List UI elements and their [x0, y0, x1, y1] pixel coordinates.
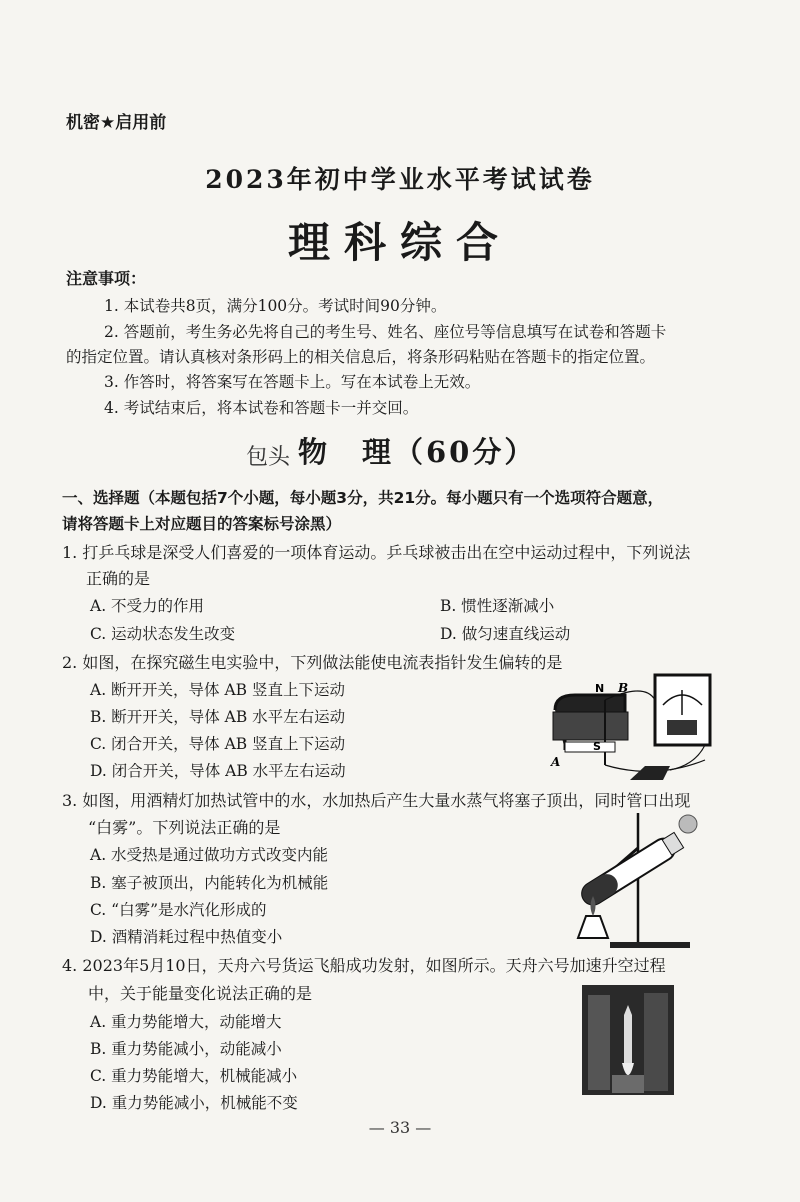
- magnet-base: [565, 742, 615, 752]
- option-d: D. 做匀速直线运动: [440, 625, 571, 643]
- option-d: D. 重力势能减小，机械能不变: [90, 1094, 298, 1112]
- label-a: A: [551, 755, 561, 769]
- option-d: D. 闭合开关，导体 AB 水平左右运动: [90, 762, 346, 780]
- option-a: A. 不受力的作用: [90, 597, 205, 615]
- question-3-stem: “白雾”。下列说法正确的是: [88, 818, 281, 837]
- option-a: A. 水受热是通过做功方式改变内能: [90, 846, 329, 864]
- option-c: C. 重力势能增大，机械能减小: [90, 1067, 298, 1085]
- page-number: — 33 —: [368, 1118, 432, 1137]
- magnet-circuit-figure: [545, 670, 730, 790]
- question-4-stem: 中，关于能量变化说法正确的是: [88, 984, 313, 1003]
- subject-title: 理科综合: [287, 218, 512, 267]
- option-c: C. 运动状态发生改变: [90, 625, 236, 643]
- question-2-stem: 2. 如图，在探究磁生电实验中，下列做法能使电流表指针发生偏转的是: [62, 653, 563, 672]
- option-a: A. 重力势能增大，动能增大: [90, 1013, 282, 1031]
- option-c: C. 闭合开关，导体 AB 竖直上下运动: [90, 735, 346, 753]
- option-b: B. 塞子被顶出，内能转化为机械能: [90, 874, 329, 892]
- switch: [630, 766, 670, 780]
- magnet-body: [553, 712, 628, 740]
- exam-title: 2023年初中学业水平考试试卷: [205, 165, 595, 194]
- note-line: 1. 本试卷共8页，满分100分。考试时间90分钟。: [104, 297, 447, 315]
- alcohol-lamp: [578, 916, 608, 938]
- part1-instructions: 请将答题卡上对应题目的答案标号涂黑）: [62, 515, 342, 533]
- note-line: 4. 考试结束后，将本试卷和答题卡一并交回。: [104, 399, 419, 417]
- option-b: B. 重力势能减小，动能减小: [90, 1040, 282, 1058]
- option-b: B. 惯性逐渐减小: [440, 597, 555, 615]
- option-d: D. 酒精消耗过程中热值变小: [90, 928, 283, 946]
- question-1-stem: 1. 打乒乓球是深受人们喜爱的一项体育运动。乒乓球被击出在空中运动过程中，下列说法: [62, 543, 691, 562]
- test-tube-heating-figure: [560, 808, 700, 953]
- physics-heading: 物 理（60分）: [298, 435, 537, 469]
- note-line: 3. 作答时，将答案写在答题卡上。写在本试卷上无效。: [104, 373, 481, 391]
- launch-tower: [588, 995, 610, 1090]
- option-b: B. 断开开关，导体 AB 水平左右运动: [90, 708, 346, 726]
- label-b: B: [618, 681, 629, 695]
- handwritten-annotation: 包头: [246, 445, 291, 470]
- question-3-stem: 3. 如图，用酒精灯加热试管中的水，水加热后产生大量水蒸气将塞子顶出，同时管口出现: [62, 791, 691, 810]
- stand-base: [610, 942, 690, 948]
- question-1-stem: 正确的是: [86, 569, 151, 588]
- rocket-launch-photo: [582, 985, 674, 1095]
- question-4-stem: 4. 2023年5月10日，天舟六号货运飞船成功发射，如图所示。天舟六号加速升空过程: [62, 956, 666, 975]
- part1-instructions: 一、选择题（本题包括7个小题，每小题3分，共21分。每小题只有一个选项符合题意，: [62, 489, 664, 507]
- note-line: 2. 答题前，考生务必先将自己的考生号、姓名、座位号等信息填写在试卷和答题卡: [104, 323, 667, 341]
- label-n: N: [595, 682, 605, 695]
- option-a: A. 断开开关，导体 AB 竖直上下运动: [90, 681, 345, 699]
- option-c: C. “白雾”是水汽化形成的: [90, 901, 267, 919]
- notes-heading: 注意事项：: [66, 269, 147, 288]
- steam: [679, 815, 697, 833]
- rocket: [624, 1005, 632, 1063]
- note-line: 的指定位置。请认真核对条形码上的相关信息后，将条形码粘贴在答题卡的指定位置。: [66, 348, 656, 366]
- label-s: S: [593, 740, 601, 753]
- confidential-label: 机密★启用前: [66, 113, 167, 133]
